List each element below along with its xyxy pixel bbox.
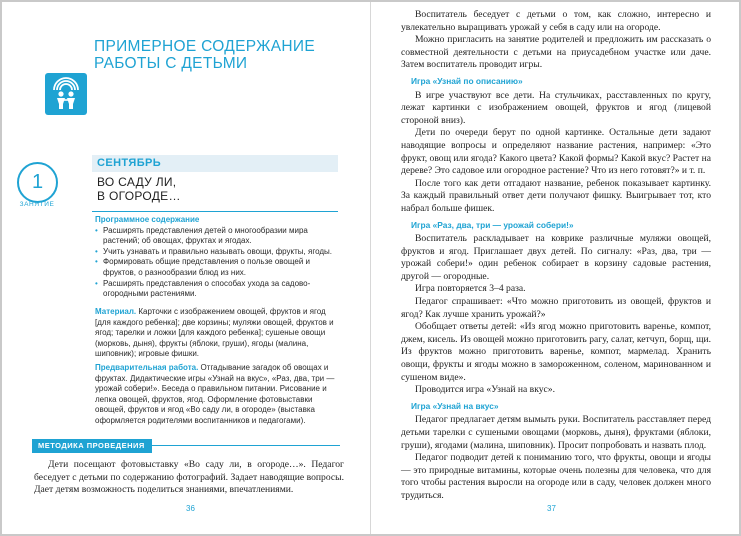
section-title-line-1: ПРИМЕРНОЕ СОДЕРЖАНИЕ — [94, 38, 315, 55]
book-spread — [2, 2, 739, 534]
right-page — [371, 2, 739, 534]
game-title: Игра «Узнай на вкус» — [411, 400, 499, 411]
paragraph: Педагог подводит детей к пониманию того, что фрукты, овощи и ягоды — это природные витамины, которые очень полезны для человека, что для того чтобы растения выросли на огороде или в саду, человек должен много трудиться. — [401, 452, 711, 501]
section-title-line-2: РАБОТЫ С ДЕТЬМИ — [94, 55, 248, 72]
method-label: МЕТОДИКА ПРОВЕДЕНИЯ — [32, 439, 152, 453]
material-text: Карточки с изображением овощей, фруктов и ягод [для каждого ребенка]; две корзины; муляжи овощей, фруктов и ягод; тарелки и ложки [для каждого ребенка]; сушеные овощи (морковь, дыня), фрукты (яблоки, груши), ягоды (малина, шиповник); игровые фишки. — [95, 307, 334, 359]
game-title: Игра «Узнай по описанию» — [411, 75, 523, 86]
paragraph: Воспитатель раскладывает на коврике различные муляжи овощей, фруктов и ягод. Приглашает двух детей. По сигналу: «Раз, два, три — урожай собери!» один ребенок собирает в корзину садовые растения, другой — огородные. — [401, 233, 711, 282]
lesson-title-line-1: ВО САДУ ЛИ, — [97, 175, 177, 189]
divider — [92, 211, 338, 212]
paragraph: Проводится игра «Узнай на вкус». — [415, 384, 555, 396]
prep-text: Отгадывание загадок об овощах и фруктах. Дидактические игры «Узнай на вкус», «Раз, два, три — урожай собери!». Беседа о правильном питании. Рисование и лепка овощей, фруктов, ягод. Оформление фотовыставки овощей, фруктов и ягод «Во саду ли, в огороде» (выставка оформляется родителями воспитанников и педагогами). — [95, 363, 335, 425]
paragraph: В игре участвуют все дети. На стульчиках, расставленных по кругу, лежат картинки с изображением овощей, фруктов и ягод (лицевой стороной вниз). — [401, 89, 711, 126]
month-heading: СЕНТЯБРЬ — [92, 155, 338, 172]
paragraph: Педагог спрашивает: «Что можно приготовить из овощей, фруктов и ягод? Как лучше хранить урожай?» — [401, 296, 711, 320]
page-number-left: 36 — [186, 504, 195, 513]
lesson-number-circle: 1 — [17, 162, 58, 203]
lesson-title — [97, 175, 297, 203]
program-item: • Учить узнавать и правильно называть овощи, фрукты, ягоды. — [95, 247, 340, 258]
method-text-block — [34, 459, 344, 497]
right-body — [401, 9, 711, 503]
paragraph: Можно пригласить на занятие родителей и предложить им рассказать о совместной деятельности с детьми на приусадебном участке или даче. Затем воспитатель проводит игры. — [401, 34, 711, 71]
paragraph: После того как дети отгадают название, ребенок показывает картинку. За каждый правильный ответ дети получают фишку. Выигрывает тот, кто набрал больше фишек. — [401, 177, 711, 214]
left-page — [2, 2, 370, 534]
program-item: • Расширять представления о способах ухода за садово-огородными растениями. — [95, 279, 340, 300]
game-title: Игра «Раз, два, три — урожай собери!» — [411, 219, 574, 230]
children-umbrella-icon — [45, 73, 87, 115]
program-item: • Формировать общие представления о пользе овощей и фруктов, о разнообразии блюд из них. — [95, 257, 340, 278]
program-heading: Программное содержание — [95, 215, 200, 224]
lesson-title-line-2: В ОГОРОДЕ… — [97, 189, 181, 203]
paragraph: Игра повторяется 3–4 раза. — [415, 283, 526, 295]
prep-paragraph — [95, 363, 340, 427]
page-number-right: 37 — [547, 504, 556, 513]
method-rule — [152, 445, 340, 446]
material-label: Материал. — [95, 307, 137, 316]
program-item: • Расширять представления детей о многообразии мира растений; об овощах, фруктах и ягодах. — [95, 226, 340, 247]
section-title — [94, 38, 334, 72]
material-paragraph — [95, 307, 340, 360]
program-section — [95, 215, 340, 300]
method-heading — [32, 439, 340, 453]
paragraph: Обобщает ответы детей: «Из ягод можно приготовить варенье, компот, джем, кисель. Из овощей можно приготовить рагу, салат, кетчуп, борщ, щи. Из фруктов можно приготовить варенье, компот, мармелад. Хранить овощи, фрукты и ягоды можно в замороженном, соленом, маринованном и сушеном виде». — [401, 321, 711, 383]
prep-label: Предварительная работа. — [95, 363, 199, 372]
method-text: Дети посещают фотовыставку «Во саду ли, в огороде…». Педагог беседует с детьми по содержанию фотографий. Задает наводящие вопросы. Дает детям возможность поделиться знаниями, впечатлениями. — [34, 459, 344, 496]
paragraph: Педагог предлагает детям вымыть руки. Воспитатель расставляет перед детьми тарелки с сушеными овощами (морковь, дыня), фруктами (яблоки, груши), ягодами (малина, шиповник). Просит попробовать и назвать плод. — [401, 414, 711, 451]
paragraph: Дети по очереди берут по одной картинке. Остальные дети задают наводящие вопросы и определяют название растения, например: «Это фрукт, овощ или ягода? Какого цвета? Какой формы? Какой вкус? Растет на дереве? Это садовое или огородное растение? Что из него готовят?» и т. п. — [401, 127, 711, 177]
lesson-label: ЗАНЯТИЕ — [19, 201, 55, 208]
paragraph: Воспитатель беседует с детьми о том, как сложно, интересно и увлекательно выращивать урожай у себя в саду или на огороде. — [401, 9, 711, 33]
